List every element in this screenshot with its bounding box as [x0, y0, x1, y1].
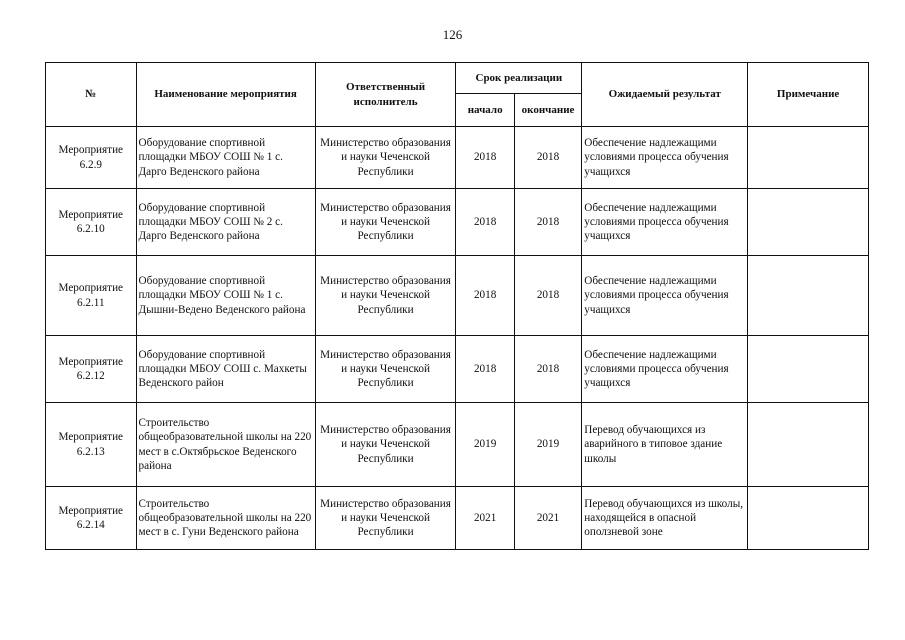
row-start: 2018	[456, 256, 514, 336]
row-note	[748, 487, 869, 550]
row-note	[748, 189, 869, 256]
row-end: 2018	[514, 336, 581, 403]
row-name: Строительство общеобразовательной школы на 220 мест в с.Октябрьское Веденского района	[136, 403, 315, 487]
header-responsible: Ответственный исполнитель	[315, 63, 456, 127]
row-responsible: Министерство образования и науки Чеченской Республики	[315, 189, 456, 256]
header-result: Ожидаемый результат	[582, 63, 748, 127]
page-number: 126	[442, 27, 463, 42]
row-result: Обеспечение надлежащими условиями процесса обучения учащихся	[582, 336, 748, 403]
row-name: Оборудование спортивной площадки МБОУ СОШ № 2 с. Дарго Веденского района	[136, 189, 315, 256]
table-row	[46, 403, 869, 487]
table-row	[46, 336, 869, 403]
header-name: Наименование мероприятия	[136, 63, 315, 127]
header-num: №	[46, 63, 137, 127]
row-end: 2019	[514, 403, 581, 487]
header-start: начало	[456, 94, 514, 127]
activities-table	[45, 62, 869, 550]
row-end: 2018	[514, 256, 581, 336]
row-end: 2018	[514, 127, 581, 189]
header-note: Примечание	[748, 63, 869, 127]
row-responsible: Министерство образования и науки Чеченской Республики	[315, 336, 456, 403]
row-name: Оборудование спортивной площадки МБОУ СОШ № 1 с. Дышни-Ведено Веденского района	[136, 256, 315, 336]
row-start: 2021	[456, 487, 514, 550]
row-result: Обеспечение надлежащими условиями процесса обучения учащихся	[582, 127, 748, 189]
row-start: 2018	[456, 189, 514, 256]
row-num: Мероприятие 6.2.13	[46, 403, 137, 487]
row-result: Обеспечение надлежащими условиями процесса обучения учащихся	[582, 256, 748, 336]
row-note	[748, 127, 869, 189]
row-end: 2018	[514, 189, 581, 256]
row-note	[748, 256, 869, 336]
row-name: Строительство общеобразовательной школы на 220 мест в с. Гуни Веденского района	[136, 487, 315, 550]
table-row	[46, 189, 869, 256]
row-note	[748, 403, 869, 487]
row-result: Перевод обучающихся из школы, находящейся в опасной оползневой зоне	[582, 487, 748, 550]
row-start: 2019	[456, 403, 514, 487]
row-num: Мероприятие 6.2.10	[46, 189, 137, 256]
row-responsible: Министерство образования и науки Чеченской Республики	[315, 256, 456, 336]
row-name: Оборудование спортивной площадки МБОУ СОШ № 1 с. Дарго Веденского района	[136, 127, 315, 189]
row-end: 2021	[514, 487, 581, 550]
row-num: Мероприятие 6.2.14	[46, 487, 137, 550]
row-name: Оборудование спортивной площадки МБОУ СОШ с. Махкеты Веденского район	[136, 336, 315, 403]
row-responsible: Министерство образования и науки Чеченской Республики	[315, 127, 456, 189]
header-end: окончание	[514, 94, 581, 127]
table-row	[46, 256, 869, 336]
row-num: Мероприятие 6.2.9	[46, 127, 137, 189]
row-result: Перевод обучающихся из аварийного в типовое здание школы	[582, 403, 748, 487]
row-responsible: Министерство образования и науки Чеченской Республики	[315, 487, 456, 550]
row-num: Мероприятие 6.2.11	[46, 256, 137, 336]
header-period: Срок реализации	[456, 63, 582, 94]
row-responsible: Министерство образования и науки Чеченской Республики	[315, 403, 456, 487]
table-row	[46, 127, 869, 189]
row-start: 2018	[456, 336, 514, 403]
row-note	[748, 336, 869, 403]
row-result: Обеспечение надлежащими условиями процесса обучения учащихся	[582, 189, 748, 256]
table-row	[46, 487, 869, 550]
row-start: 2018	[456, 127, 514, 189]
row-num: Мероприятие 6.2.12	[46, 336, 137, 403]
